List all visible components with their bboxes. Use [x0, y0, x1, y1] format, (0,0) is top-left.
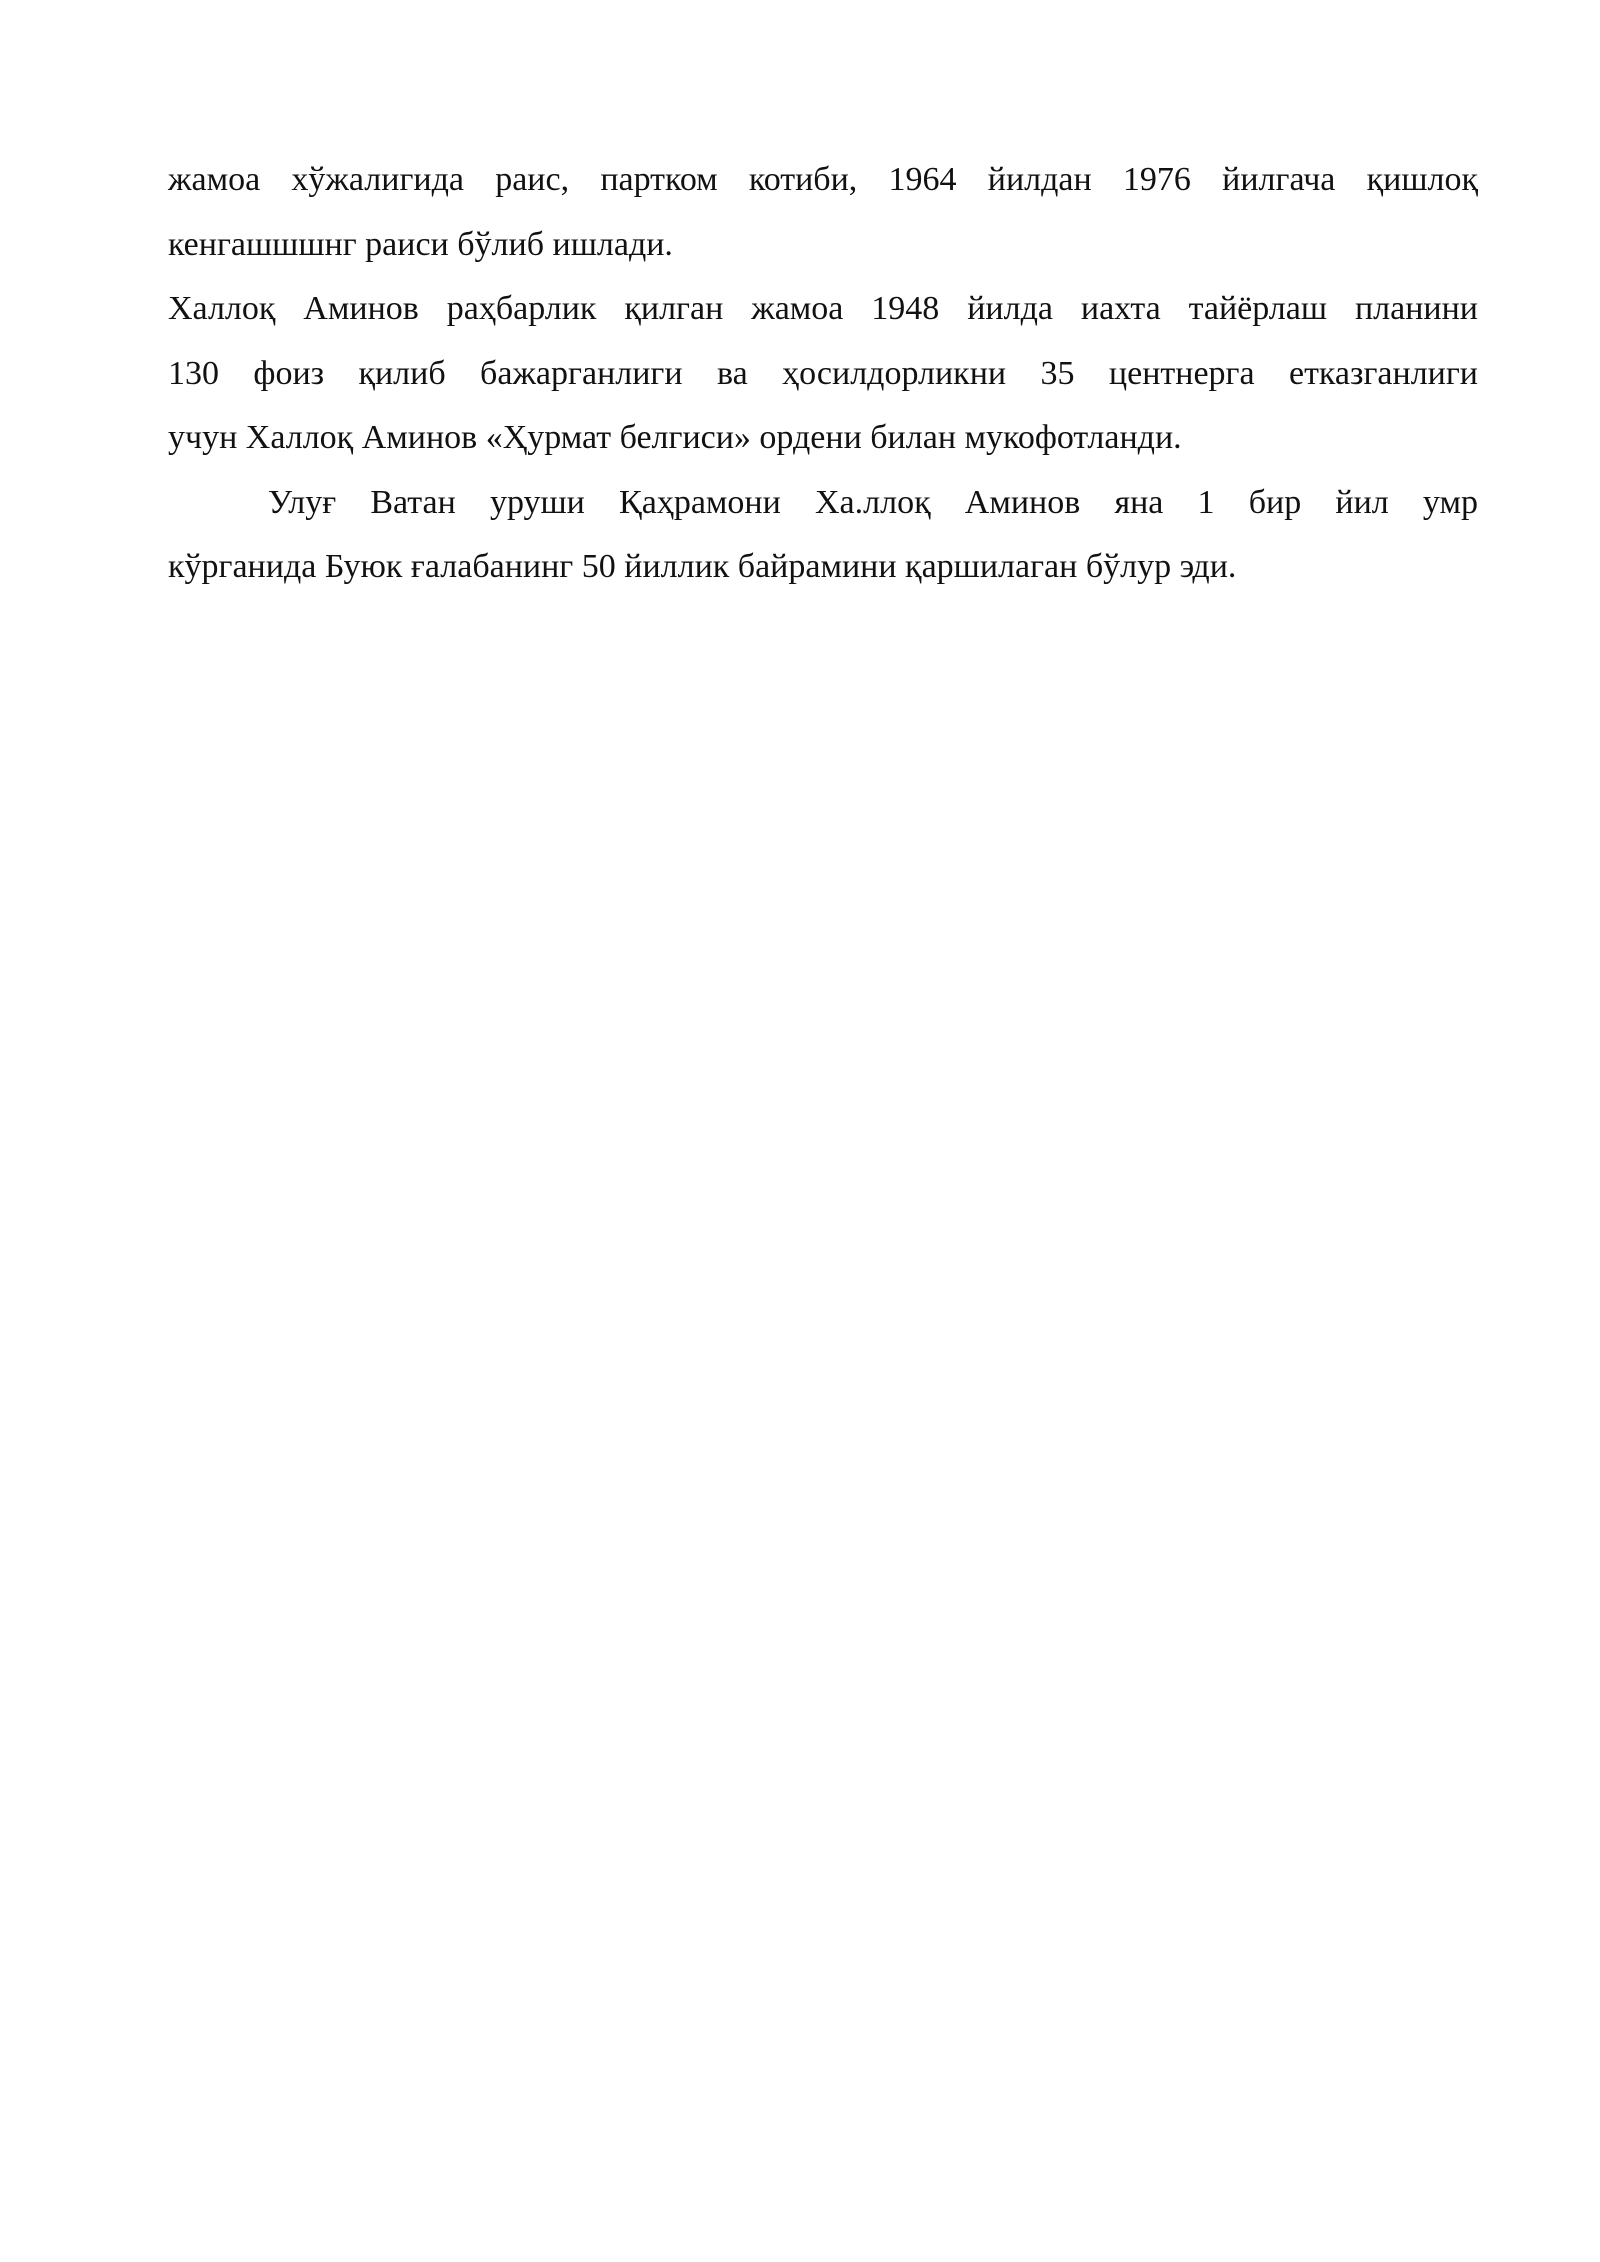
document-body: [168, 148, 1478, 600]
paragraph-1: [168, 148, 1478, 277]
paragraph-line: кенгашшшнг раиси бўлиб ишлади.: [168, 225, 673, 263]
paragraph-line: учун Халлоқ Аминов «Ҳурмат белгиси» ордени билан мукофотланди.: [168, 419, 1182, 456]
paragraph-2: [168, 277, 1478, 471]
paragraph-line: жамоа хўжалигида раис, партком котиби, 1964 йилдан 1976 йилгача қишлоқ: [168, 161, 1478, 198]
paragraph-line: 130 фоиз қилиб бажарганлиги ва ҳосилдорликни 35 центнерга етказганлиги: [168, 354, 1478, 392]
paragraph-3: [168, 471, 1478, 600]
paragraph-line: Халлоқ Аминов раҳбарлик қилган жамоа 1948 йилда иахта тайёрлаш планини: [168, 290, 1478, 327]
paragraph-line: Улуғ Ватан уруши Қаҳрамони Ха.ллоқ Аминов яна 1 бир йил умр: [268, 483, 1478, 521]
paragraph-line: кўрганида Буюк ғалабанинг 50 йиллик байрамини қаршилаган бўлур эди.: [168, 548, 1237, 585]
